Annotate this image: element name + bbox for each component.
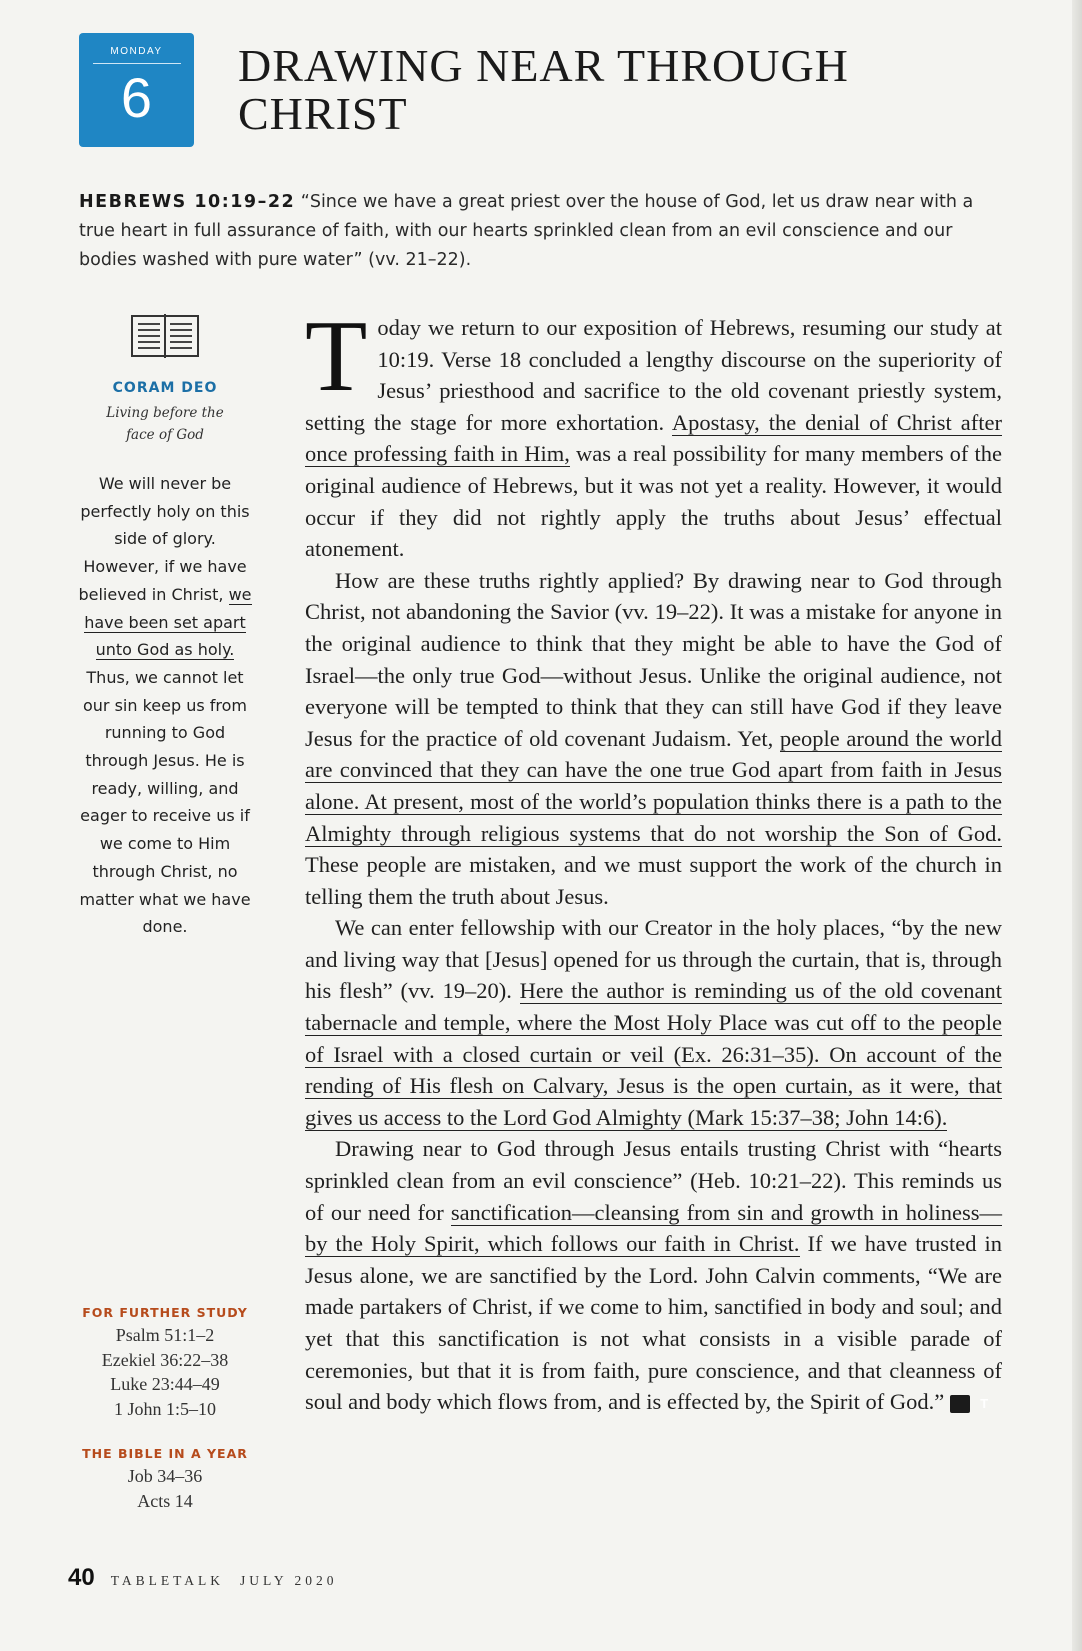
text-run: Drawing near to God through Jesus entails trusting Christ with “hearts sprinkled clean from an evil conscience” (Heb. 10:21–22). This reminds us of our need for — [305, 1136, 1002, 1225]
page-edge — [1072, 0, 1082, 1651]
study-reference: Luke 23:44–49 — [110, 1374, 220, 1394]
page-footer — [68, 1564, 338, 1592]
marked-text: sanctification—cleansing from sin and growth in holiness—by the Holy Spirit, which follows our faith in Christ. — [305, 1199, 1002, 1257]
paragraph — [305, 565, 1002, 913]
marked-text: Apostasy, the denial of Christ after once professing faith in Him, — [305, 409, 1002, 467]
coram-deo-marked-text: we have been set apart unto God as holy. — [84, 584, 252, 660]
scripture-text: “Since we have a great priest over the house of God, let us draw near with a true heart in full assurance of faith, with our hearts sprinkled clean from an evil conscience and our bodies washed with pure water” (vv. 21–22). — [79, 192, 974, 270]
coram-deo-text: We will never be perfectly holy on this side of glory. However, if we have believed in Christ, — [78, 474, 250, 604]
further-study — [70, 1305, 260, 1421]
coram-deo-subheading: Living before the face of God — [106, 405, 224, 443]
marked-text: Here the author is reminding us of the old covenant tabernacle and temple, where the Most Holy Place was cut off to the people of Israel with a closed curtain or veil (Ex. 26:31–35). On account of the rending of His flesh on Calvary, Jesus is the open curtain, as it were, that gives us access to the Lord God Almighty (Mark 15:37–38; John 14:6). — [305, 978, 1002, 1130]
text-run: was a real possibility for many members of the original audience of Hebrews, but it was not yet a reality. However, it would occur if they did not rightly apply the truths about Jesus’ effectual atonement. — [305, 441, 1002, 562]
issue-date: JULY 2020 — [240, 1573, 338, 1588]
bible-in-a-year-heading: THE BIBLE IN A YEAR — [82, 1446, 248, 1461]
paragraph — [305, 912, 1002, 1133]
reading-reference: Acts 14 — [137, 1490, 193, 1511]
paragraph — [305, 300, 1002, 565]
weekday-label: MONDAY — [110, 46, 163, 57]
coram-deo-body — [70, 470, 260, 941]
day-number: 6 — [120, 66, 153, 129]
text-run: How are these truths rightly applied? By drawing near to God through Christ, not abandoning the Savior (vv. 19–22). It was a mistake for anyone in the original audience to think that they might be able to have the God of Israel—the only true God—without Jesus. Unlike the original audience, not everyone will be tempted to think that they can still have God if they leave Jesus for the practice of old covenant Judaism. Yet, — [305, 567, 1002, 751]
study-reference: Ezekiel 36:22–38 — [101, 1349, 229, 1370]
marked-text: people around the world are convinced that they can have the one true God apart from faith in Jesus alone. At present, most of the world’s population thinks there is a path to the Almighty through religious systems that do not worship the Son of God. — [305, 725, 1003, 846]
book-icon — [130, 312, 200, 360]
scripture-passage — [79, 188, 1014, 275]
further-study-heading: FOR FURTHER STUDY — [82, 1305, 248, 1320]
scripture-reference: HEBREWS 10:19–22 — [79, 192, 296, 212]
page-title: DRAWING NEAR THROUGH CHRIST — [238, 40, 849, 139]
drop-cap: T — [305, 300, 368, 413]
text-run: oday we return to our exposition of Hebrews, resuming our study at 10:19. Verse 18 concluded a lengthy discourse on the superiority of Jesus’ priesthood and sacrifice to the old covenant priestly system, setting the stage for more exhortation. — [305, 315, 1002, 435]
article-body — [305, 300, 1003, 1418]
day-badge — [79, 33, 194, 147]
tabletalk-end-icon: T — [950, 1395, 970, 1413]
study-reference: Psalm 51:1–2 — [115, 1325, 215, 1345]
coram-deo-text-end: Thus, we cannot let our sin keep us from running to God through Jesus. He is ready, willing, and eager to receive us if we come to Him through Christ, no matter what we have done. — [79, 667, 251, 937]
text-run: If we have trusted in Jesus alone, we are sanctified by the Lord. John Calvin comments, “We are made partakers of Christ, if we come to him, sanctified in body and soul; and yet that this sanctification is not what consists in a visible parade of ceremonies, but that it is from faith, pure conscience, and that cleanness of soul and body which flows from, and is effected by, the Spirit of God.” — [305, 1231, 1002, 1415]
paragraph — [305, 1133, 1002, 1417]
study-reference: 1 John 1:5–10 — [113, 1398, 216, 1419]
bible-in-a-year — [70, 1446, 260, 1513]
reading-reference: Job 34–36 — [127, 1466, 203, 1486]
text-run: These people are mistaken, and we must support the work of the church in telling them the truth about Jesus. — [305, 852, 1002, 909]
badge-divider — [93, 63, 181, 64]
page-number: 40 — [68, 1564, 95, 1591]
magazine-name: TABLETALK — [110, 1573, 225, 1588]
coram-deo-heading: CORAM DEO — [112, 380, 218, 396]
text-run: We can enter fellowship with our Creator in the holy places, “by the new and living way that [Jesus] opened for us through the curtain, that is, through his flesh” (vv. 19–20). — [305, 915, 1002, 1004]
coram-deo-sidebar — [70, 312, 260, 941]
